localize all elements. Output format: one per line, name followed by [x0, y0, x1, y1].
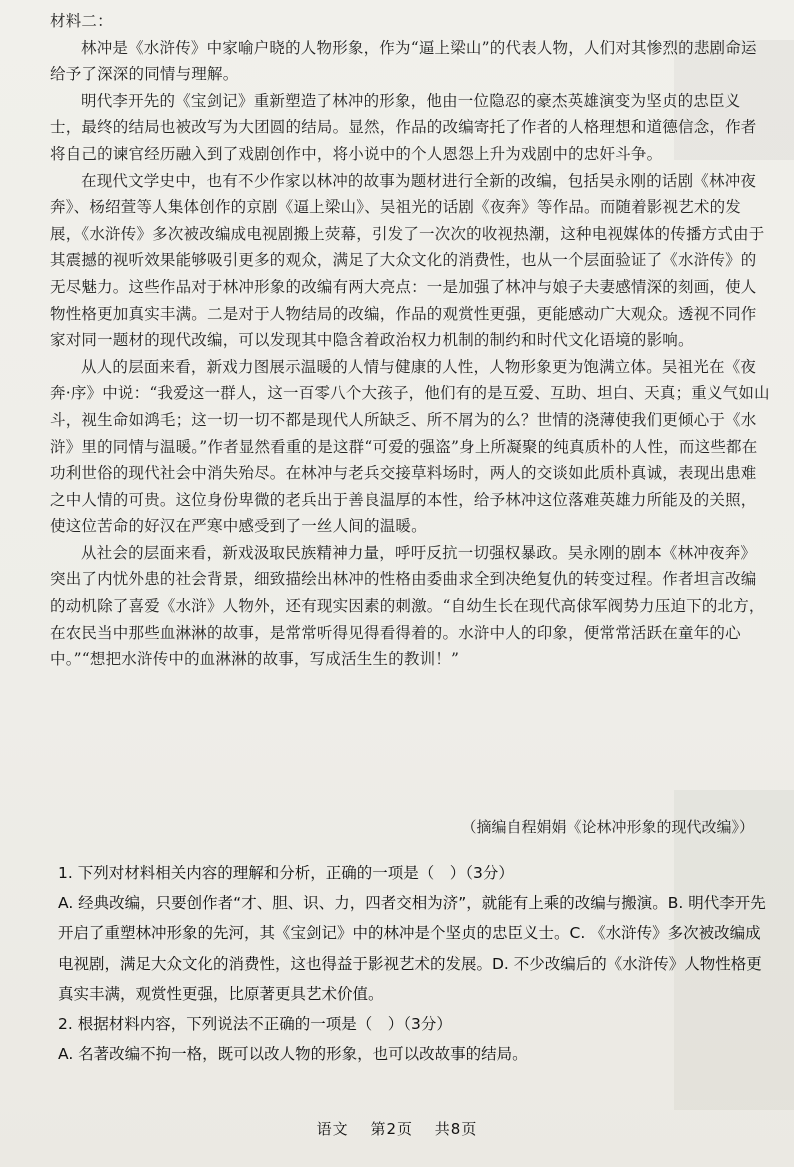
material-text [50, 8, 770, 673]
footer-page-total: 共8页 [434, 1120, 478, 1138]
question-2-option-a: A. 名著改编不拘一格，既可以改人物的形象，也可以改故事的结局。 [58, 1045, 528, 1064]
paragraph-3: 在现代文学史中，也有不少作家以林冲的故事为题材进行全新的改编，包括吴永刚的话剧《林冲夜奔》、杨绍萱等人集体创作的京剧《逼上梁山》、吴祖光的话剧《夜奔》等作品。而随着影视艺术的发展，《水浒传》多次被改编成电视剧搬上荧幕，引发了一次次的收视热潮，这种电视媒体的传播方式由于其震撼的视听效果能够吸引更多的观众，满足了大众文化的消费性，也从一个层面验证了《水浒传》的无尽魅力。这些作品对于林冲形象的改编有两大亮点：一是加强了林冲与娘子夫妻感情深的刻画，使人物性格更加真实丰满。二是对于人物结局的改编，作品的观赏性更强，更能感动广大观众。透视不同作家对同一题材的现代改编，可以发现其中隐含着政治权力机制的制约和时代文化语境的影响。 [50, 171, 765, 350]
paragraph-4: 从人的层面来看，新戏力图展示温暖的人情与健康的人性，人物形象更为饱满立体。吴祖光在《夜奔·序》中说：“我爱这一群人，这一百零八个大孩子，他们有的是互爱、互助、坦白、天真；重义气如山斗，视生命如鸿毛；这一切一切不都是现代人所缺乏、所不屑为的么？世情的浇薄使我们更倾心于《水浒》里的同情与温暖。”作者显然看重的是这群“可爱的强盗”身上所凝聚的纯真质朴的人性，而这些都在功利世俗的现代社会中消失殆尽。在林冲与老兵交接草料场时，两人的交谈如此质朴真诚，表现出患难之中人情的可贵。这位身份卑微的老兵出于善良温厚的本性，给予林冲这位落难英雄力所能及的关照，使这位苦命的好汉在严寒中感受到了一丝人间的温暖。 [50, 357, 770, 536]
paragraph-5: 从社会的层面来看，新戏汲取民族精神力量，呼吁反抗一切强权暴政。吴永刚的剧本《林冲夜奔》突出了内忧外患的社会背景，细致描绘出林冲的性格由委曲求全到决绝复仇的转变过程。作者坦言改编的动机除了喜爱《水浒》人物外，还有现实因素的刺激。“自幼生长在现代高俅军阀势力压迫下的北方，在农民当中那些血淋淋的故事，是常常听得见得看得着的。水浒中人的印象，便常常活跃在童年的心中。”“想把水浒传中的血淋淋的故事，写成活生生的教训！” [50, 543, 765, 669]
question-section [58, 858, 774, 1069]
question-1-stem: 1. 下列对材料相关内容的理解和分析，正确的一项是（ ）（3分） [58, 864, 514, 882]
page-footer [0, 1118, 794, 1139]
footer-subject: 语文 [316, 1120, 349, 1138]
source-citation: （摘编自程娟娟《论林冲形象的现代改编》） [461, 818, 754, 836]
question-1-options: A. 经典改编，只要创作者“才、胆、识、力，四者交相为济”，就能有上乘的改编与搬演。B. 明代李开先开启了重塑林冲形象的先河，其《宝剑记》中的林冲是个坚贞的忠臣义士。C. 《水浒传》多次被改编成电视剧，满足大众文化的消费性，这也得益于影视艺术的发展。D. 不少改编后的《水浒传》人物性格更真实丰满，观赏性更强，比原著更具艺术价值。 [58, 894, 766, 1003]
footer-page-number: 第2页 [370, 1120, 413, 1138]
paragraph-1: 林冲是《水浒传》中家喻户晓的人物形象，作为“逼上梁山”的代表人物，人们对其惨烈的悲剧命运给予了深深的同情与理解。 [50, 38, 757, 84]
material-title: 材料二： [50, 12, 113, 30]
question-2-stem: 2. 根据材料内容，下列说法不正确的一项是（ ）（3分） [58, 1015, 452, 1034]
paragraph-2: 明代李开先的《宝剑记》重新塑造了林冲的形象，他由一位隐忍的豪杰英雄演变为坚贞的忠臣义士，最终的结局也被改写为大团圆的结局。显然，作品的改编寄托了作者的人格理想和道德信念，作者将自己的谏官经历融入到了戏剧创作中，将小说中的个人恩怨上升为戏剧中的忠奸斗争。 [50, 91, 757, 163]
